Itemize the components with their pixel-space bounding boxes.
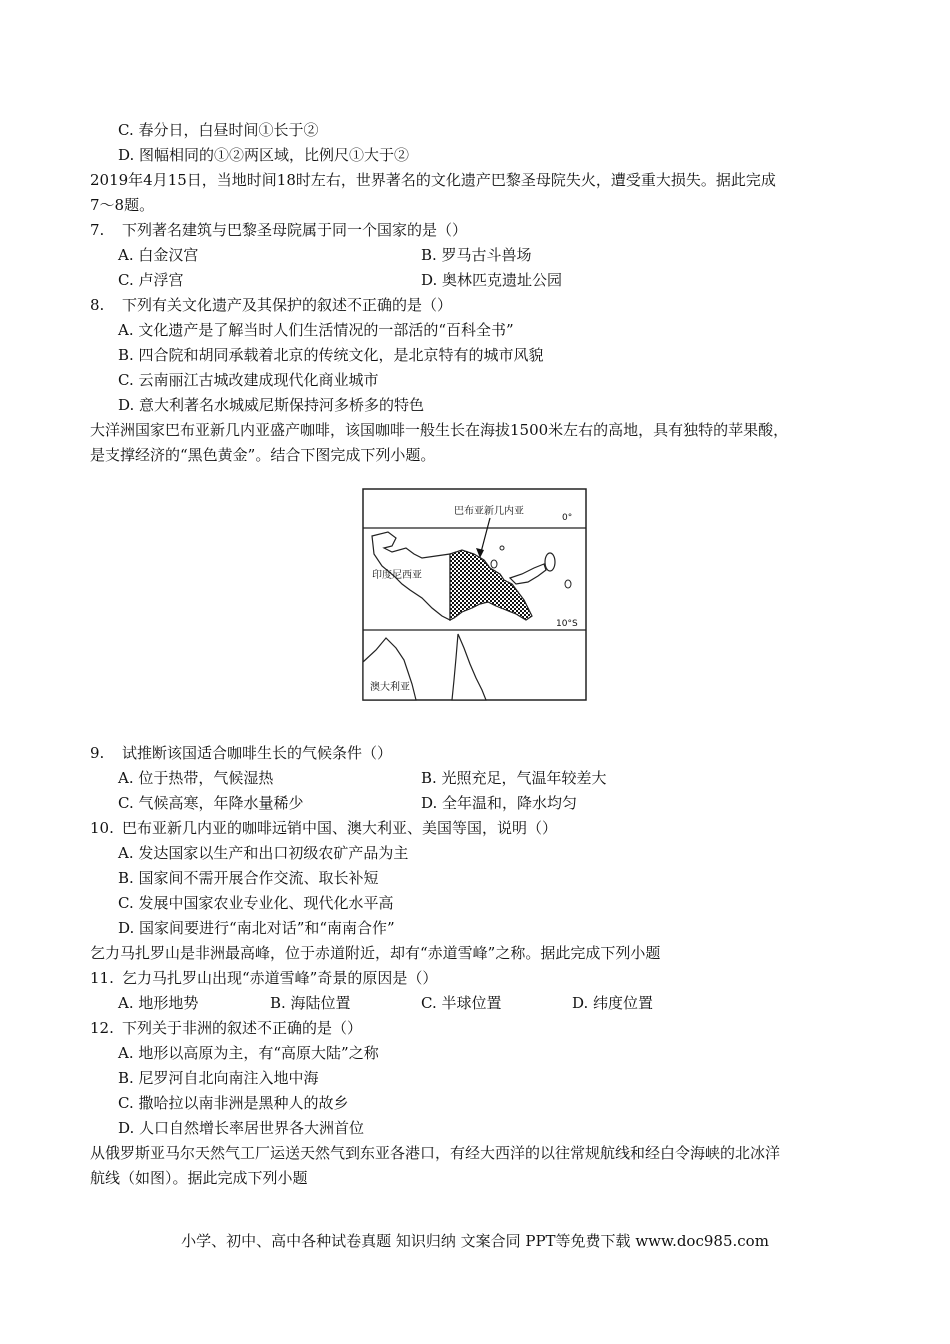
q7-option-d: D. 奥林匹克遗址公园 <box>421 271 563 289</box>
q8-option-b: B. 四合院和胡同承载着北京的传统文化，是北京特有的城市风貌 <box>118 346 544 364</box>
island <box>545 553 555 571</box>
question-text: 乞力马扎罗山出现“赤道雪峰”奇景的原因是（） <box>122 969 438 987</box>
passage-1-line-1: 2019年4月15日，当地时间18时左右，世界著名的文化遗产巴黎圣母院失火，遭受重大损失。据此完成 <box>90 171 776 189</box>
question-number: 8. <box>90 296 105 314</box>
q10-option-c: C. 发展中国家农业专业化、现代化水平高 <box>118 894 394 912</box>
map-label-equator: 0° <box>562 513 573 523</box>
q7-option-a: A. 白金汉宫 <box>118 246 199 264</box>
question-9-stem <box>90 743 392 763</box>
passage-3-line-1: 乞力马扎罗山是非洲最高峰，位于赤道附近，却有“赤道雪峰”之称。据此完成下列小题 <box>90 944 661 962</box>
q12-option-a: A. 地形以高原为主，有“高原大陆”之称 <box>118 1044 379 1062</box>
question-10-stem <box>90 818 557 838</box>
map-label-indonesia: 印度尼西亚 <box>372 570 422 581</box>
papua-new-guinea-map <box>362 488 588 702</box>
q9-option-d: D. 全年温和，降水均匀 <box>421 794 578 812</box>
q11-option-c: C. 半球位置 <box>421 994 502 1012</box>
q6-option-c: C. 春分日，白昼时间①长于② <box>118 121 319 139</box>
q8-option-a: A. 文化遗产是了解当时人们生活情况的一部活的“百科全书” <box>118 321 514 339</box>
page-footer: 小学、初中、高中各种试卷真题 知识归纳 文案合同 PPT等免费下载 www.doc985.com <box>181 1232 769 1250</box>
question-8-stem <box>90 295 452 315</box>
map-label-australia: 澳大利亚 <box>370 682 410 693</box>
passage-4-line-2: 航线（如图）。据此完成下列小题 <box>90 1169 308 1187</box>
question-number: 7. <box>90 221 105 239</box>
q10-option-a: A. 发达国家以生产和出口初级农矿产品为主 <box>118 844 409 862</box>
island <box>565 580 571 588</box>
q8-option-c: C. 云南丽江古城改建成现代化商业城市 <box>118 371 379 389</box>
q12-option-c: C. 撒哈拉以南非洲是黑种人的故乡 <box>118 1094 349 1112</box>
passage-2-line-2: 是支撑经济的“黑色黄金”。结合下图完成下列小题。 <box>90 446 436 464</box>
passage-1-line-2: 7～8题。 <box>90 196 155 214</box>
question-number: 11. <box>90 969 114 987</box>
question-number: 10. <box>90 819 114 837</box>
question-text: 下列著名建筑与巴黎圣母院属于同一个国家的是（） <box>122 221 468 239</box>
q10-option-d: D. 国家间要进行“南北对话”和“南南合作” <box>118 919 395 937</box>
q9-option-b: B. 光照充足，气温年较差大 <box>421 769 607 787</box>
island <box>491 560 497 568</box>
question-number: 9. <box>90 744 105 762</box>
question-number: 12. <box>90 1019 114 1037</box>
question-text: 下列关于非洲的叙述不正确的是（） <box>122 1019 363 1037</box>
q9-option-c: C. 气候高寒，年降水量稀少 <box>118 794 304 812</box>
q8-option-d: D. 意大利著名水城威尼斯保持河多桥多的特色 <box>118 396 425 414</box>
question-text: 巴布亚新几内亚的咖啡远销中国、澳大利亚、美国等国，说明（） <box>122 819 558 837</box>
q6-option-d: D. 图幅相同的①②两区域，比例尺①大于② <box>118 146 410 164</box>
q12-option-b: B. 尼罗河自北向南注入地中海 <box>118 1069 319 1087</box>
q7-option-c: C. 卢浮宫 <box>118 271 184 289</box>
passage-4-line-1: 从俄罗斯亚马尔天然气工厂运送天然气到东亚各港口，有经大西洋的以往常规航线和经白令海峡的北冰洋 <box>90 1144 781 1162</box>
q10-option-b: B. 国家间不需开展合作交流、取长补短 <box>118 869 379 887</box>
map-label-png: 巴布亚新几内亚 <box>454 506 524 517</box>
q11-option-d: D. 纬度位置 <box>572 994 654 1012</box>
q11-option-a: A. 地形地势 <box>118 994 199 1012</box>
question-11-stem <box>90 968 437 988</box>
q12-option-d: D. 人口自然增长率居世界各大洲首位 <box>118 1119 365 1137</box>
q7-option-b: B. 罗马古斗兽场 <box>421 246 532 264</box>
question-text: 下列有关文化遗产及其保护的叙述不正确的是（） <box>122 296 453 314</box>
question-text: 试推断该国适合咖啡生长的气候条件（） <box>122 744 393 762</box>
q11-option-b: B. 海陆位置 <box>270 994 351 1012</box>
passage-2-line-1: 大洋洲国家巴布亚新几内亚盛产咖啡，该国咖啡一般生长在海拔1500米左右的高地，具有独特的苹果酸， <box>90 421 789 439</box>
question-7-stem <box>90 220 467 240</box>
question-12-stem <box>90 1018 362 1038</box>
map-label-10s: 10°S <box>556 619 578 629</box>
q9-option-a: A. 位于热带，气候湿热 <box>118 769 274 787</box>
